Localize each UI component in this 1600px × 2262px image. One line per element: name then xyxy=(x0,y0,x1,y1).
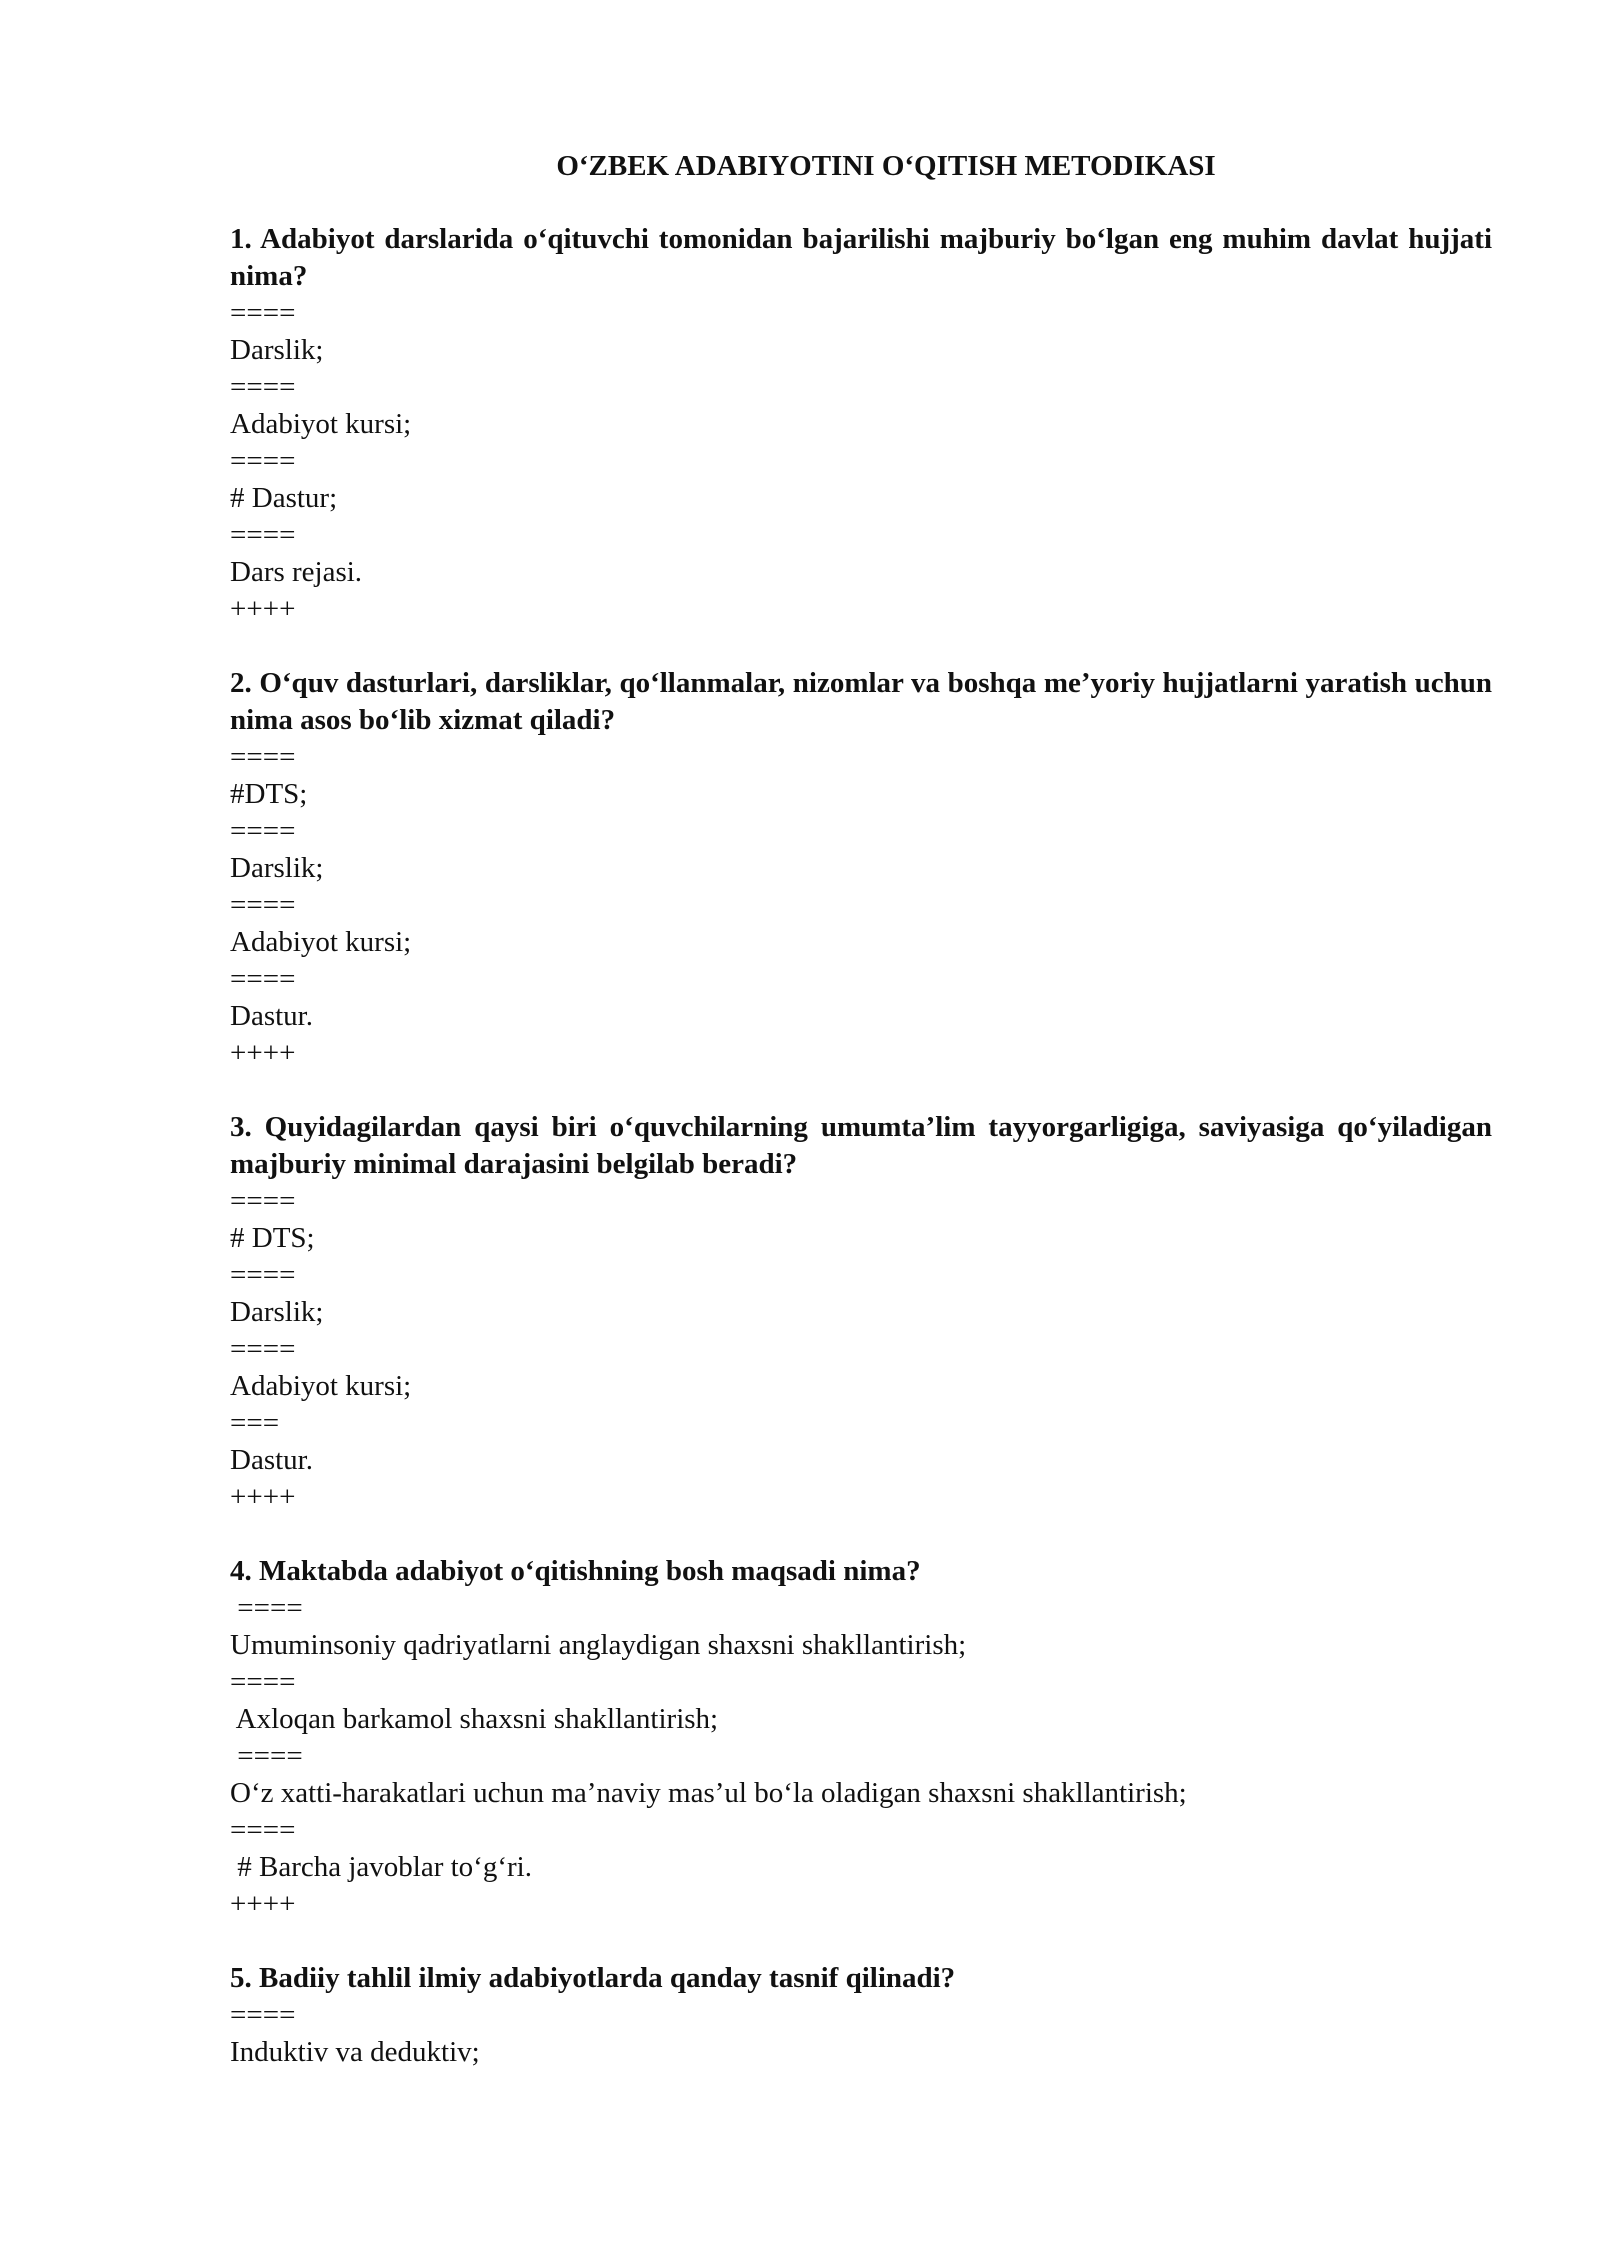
question-text: 2. O‘quv dasturlari, darsliklar, qo‘llanmalar, nizomlar va boshqa me’yoriy hujjatlarni yaratish uchun nima asos bo‘lib xizmat qiladi? xyxy=(230,667,1492,736)
separator: ==== xyxy=(230,1259,296,1291)
question-4 xyxy=(230,1553,1492,1923)
separator: ==== xyxy=(230,371,296,403)
question-text: 1. Adabiyot darslarida o‘qituvchi tomonidan bajarilishi majburiy bo‘lgan eng muhim davlat hujjati nima? xyxy=(230,223,1492,292)
question-text: 4. Maktabda adabiyot o‘qitishning bosh maqsadi nima? xyxy=(230,1555,921,1587)
answer-option: Adabiyot kursi; xyxy=(230,1370,412,1402)
answer-option-correct: # Dastur; xyxy=(230,482,338,514)
answer-option: Axloqan barkamol shaxsni shakllantirish; xyxy=(230,1703,719,1735)
answer-option-correct: # DTS; xyxy=(230,1222,315,1254)
document-page xyxy=(230,148,1492,2108)
answer-option: Dars rejasi. xyxy=(230,556,363,588)
answer-option: Dastur. xyxy=(230,1444,313,1476)
separator: ==== xyxy=(230,741,296,773)
separator: ==== xyxy=(230,297,296,329)
separator: ==== xyxy=(230,1333,296,1365)
answer-option: Umuminsoniy qadriyatlarni anglaydigan shaxsni shakllantirish; xyxy=(230,1629,967,1661)
separator: ==== xyxy=(230,889,296,921)
question-end-marker: ++++ xyxy=(230,1888,296,1920)
separator: ==== xyxy=(230,445,296,477)
question-text: 3. Quyidagilardan qaysi biri o‘quvchilarning umumta’lim tayyorgarligiga, saviyasiga qo‘yiladigan majburiy minimal darajasini belgilab beradi? xyxy=(230,1111,1492,1180)
answer-option-correct: #DTS; xyxy=(230,778,308,810)
answer-option: Darslik; xyxy=(230,334,324,366)
question-2 xyxy=(230,665,1492,1072)
separator: ==== xyxy=(230,1185,296,1217)
separator: ==== xyxy=(230,815,296,847)
separator: ==== xyxy=(230,1666,296,1698)
answer-option-correct: # Barcha javoblar to‘g‘ri. xyxy=(230,1851,532,1883)
question-end-marker: ++++ xyxy=(230,1037,296,1069)
separator: === xyxy=(230,1407,280,1439)
document-title: O‘ZBEK ADABIYOTINI O‘QITISH METODIKASI xyxy=(556,150,1216,182)
separator: ==== xyxy=(230,963,296,995)
question-1 xyxy=(230,221,1492,628)
answer-option: O‘z xatti-harakatlari uchun ma’naviy mas’ul bo‘la oladigan shaxsni shakllantirish; xyxy=(230,1777,1187,1809)
separator: ==== xyxy=(230,1592,303,1624)
separator: ==== xyxy=(230,1999,296,2031)
question-end-marker: ++++ xyxy=(230,593,296,625)
question-text: 5. Badiiy tahlil ilmiy adabiyotlarda qanday tasnif qilinadi? xyxy=(230,1962,956,1994)
answer-option: Darslik; xyxy=(230,1296,324,1328)
separator: ==== xyxy=(230,1814,296,1846)
answer-option: Adabiyot kursi; xyxy=(230,408,412,440)
answer-option: Induktiv va deduktiv; xyxy=(230,2036,480,2068)
separator: ==== xyxy=(230,519,296,551)
answer-option: Darslik; xyxy=(230,852,324,884)
question-3 xyxy=(230,1109,1492,1516)
separator: ==== xyxy=(230,1740,303,1772)
answer-option: Adabiyot kursi; xyxy=(230,926,412,958)
answer-option: Dastur. xyxy=(230,1000,313,1032)
question-end-marker: ++++ xyxy=(230,1481,296,1513)
question-5 xyxy=(230,1960,1492,2071)
